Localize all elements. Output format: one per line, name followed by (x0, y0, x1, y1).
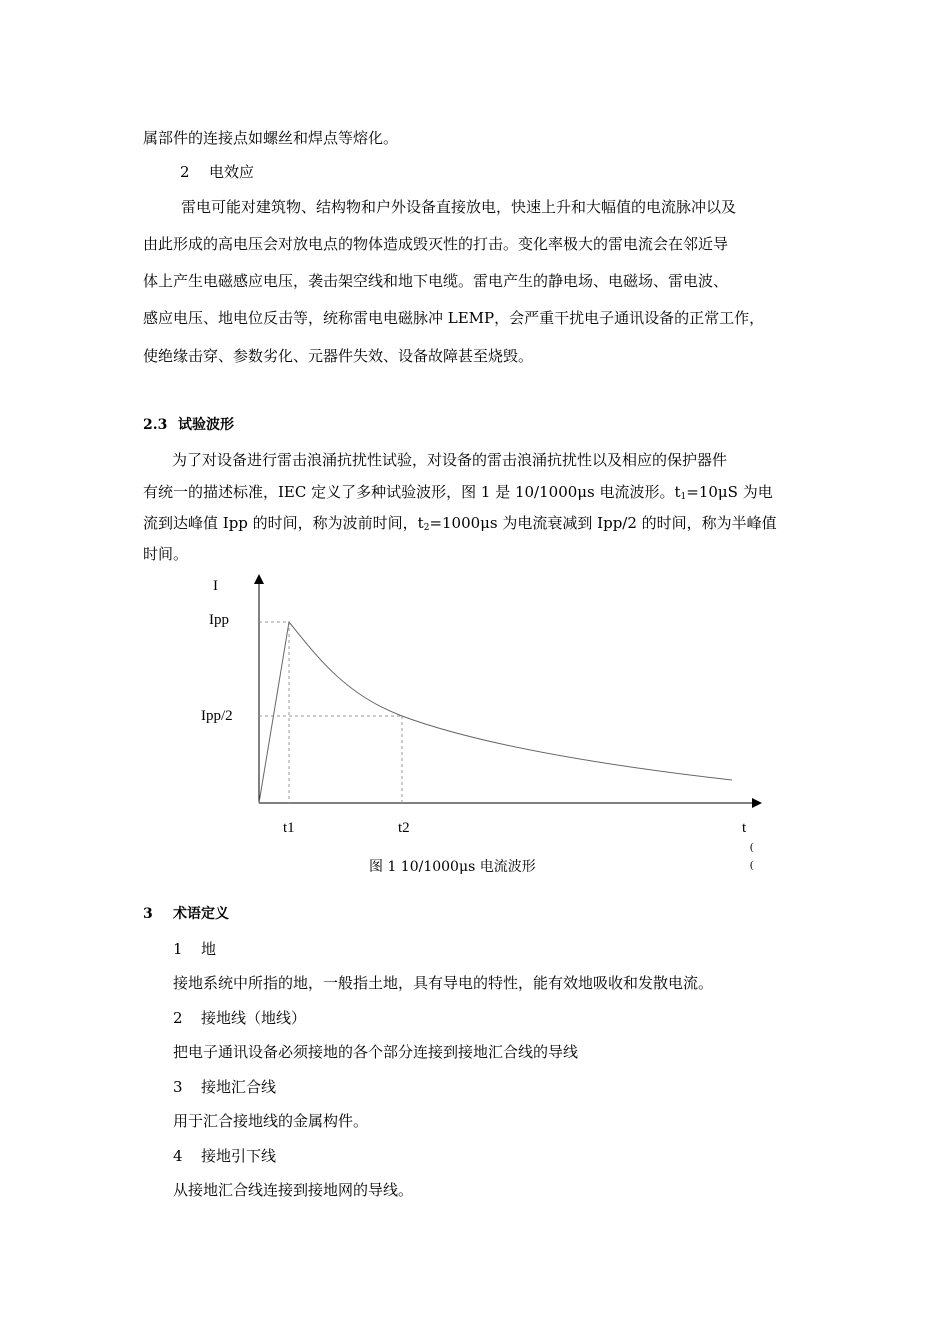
item-number: 2 (180, 163, 190, 181)
term-number: 1 (173, 940, 183, 958)
ipp-half-label: Ipp/2 (201, 708, 233, 724)
t-label: t (742, 820, 747, 836)
paragraph-line: 雷电可能对建筑物、结构物和户外设备直接放电，快速上升和大幅值的电流脉冲以及 (181, 198, 737, 216)
term-title: 接地引下线 (201, 1147, 277, 1165)
paragraph-line: 体上产生电磁感应电压，袭击架空线和地下电缆。雷电产生的静电场、电磁场、雷电波、 (143, 272, 729, 290)
term-title: 接地线（地线） (201, 1009, 307, 1027)
section-title: 术语定义 (173, 906, 229, 922)
paragraph-line: 使绝缘击穿、参数劣化、元器件失效、设备故障甚至烧毁。 (143, 347, 534, 365)
unit-paren: ( (750, 859, 754, 871)
term-description: 用于汇合接地线的金属构件。 (173, 1112, 369, 1130)
term-description: 接地系统中所指的地，一般指土地，具有导电的特性，能有效地吸收和发散电流。 (173, 974, 714, 992)
section-number: 3 (143, 906, 153, 922)
current-waveform-curve (259, 622, 732, 803)
term-description: 从接地汇合线连接到接地网的导线。 (173, 1181, 414, 1199)
y-axis-label: I (213, 578, 218, 594)
t2-label: t2 (398, 820, 410, 836)
term-number: 2 (173, 1009, 183, 1027)
section-title: 试验波形 (178, 417, 234, 433)
figure-caption: 图 1 10/1000μs 电流波形 (369, 859, 536, 875)
term-title: 地 (201, 940, 217, 958)
t1-label: t1 (283, 820, 295, 836)
paragraph-line: 由此形成的高电压会对放电点的物体造成毁灭性的打击。变化率极大的雷电流会在邻近导 (143, 235, 729, 253)
paragraph-line: 时间。 (143, 545, 189, 563)
y-axis-arrow-icon (254, 574, 264, 584)
paragraph-line: 有统一的描述标准，IEC 定义了多种试验波形，图 1 是 10/1000μs 电流波形。$t_1=10\mu S$ 为电 (143, 483, 773, 502)
section-number: 2.3 (143, 417, 168, 433)
ipp-label: Ipp (209, 612, 229, 628)
term-number: 4 (173, 1147, 183, 1165)
item-title: 电效应 (209, 163, 255, 181)
continued-paragraph: 属部件的连接点如螺丝和焊点等熔化。 (143, 129, 399, 147)
paragraph-line: 感应电压、地电位反击等，统称雷电电磁脉冲 LEMP，会严重干扰电子通讯设备的正常工作， (143, 309, 765, 327)
x-axis-arrow-icon (752, 798, 762, 808)
term-title: 接地汇合线 (201, 1078, 277, 1096)
term-number: 3 (173, 1078, 183, 1096)
unit-paren: ( (750, 841, 754, 853)
paragraph-line: 为了对设备进行雷击浪涌抗扰性试验，对设备的雷击浪涌抗扰性以及相应的保护器件 (172, 451, 728, 469)
paragraph-line: 流到达峰值 Ipp 的时间，称为波前时间，$t_2=1000\mu s$ 为电流衰减到 Ipp/2 的时间，称为半峰值 (143, 514, 777, 533)
term-description: 把电子通讯设备必须接地的各个部分连接到接地汇合线的导线 (173, 1043, 579, 1061)
